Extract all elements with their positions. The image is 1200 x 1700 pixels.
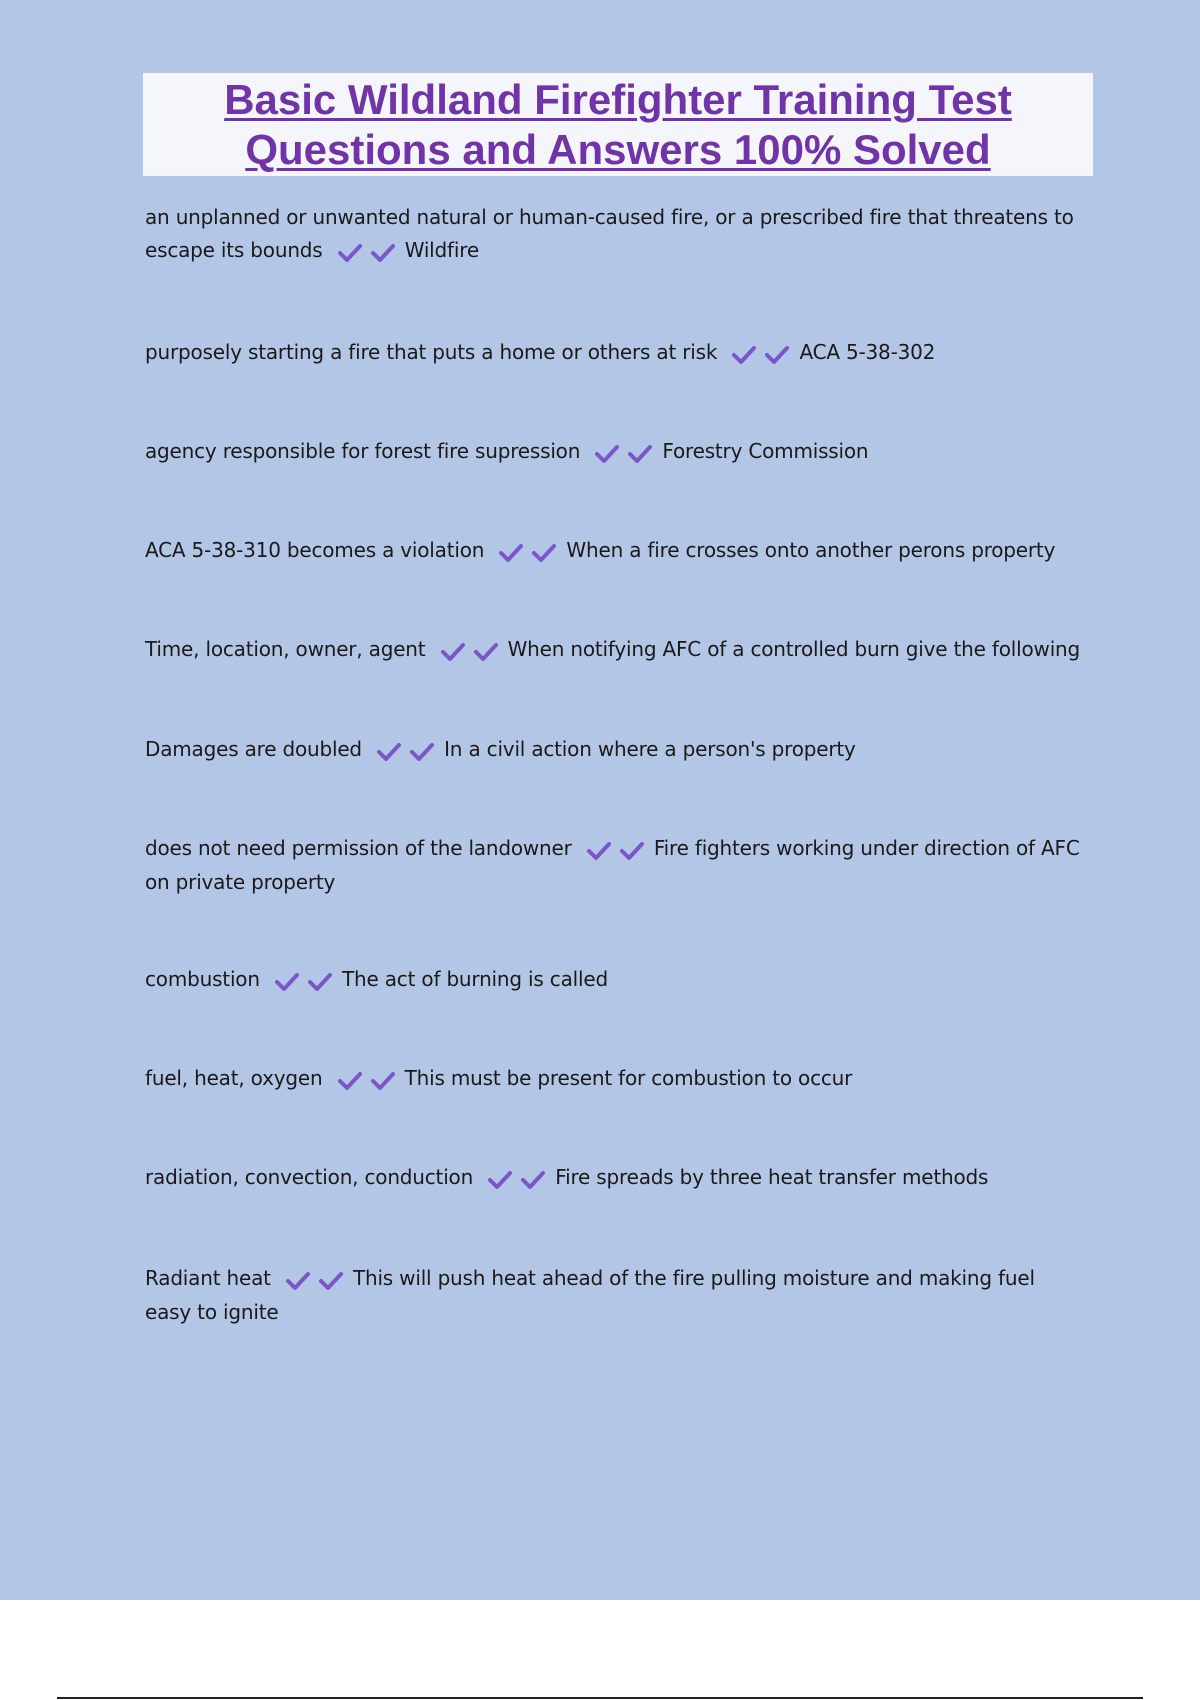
qa-item — [145, 435, 1085, 469]
qa-item — [145, 534, 1085, 568]
qa-item — [145, 1262, 1085, 1329]
double-checkmark-icon — [376, 734, 442, 767]
qa-item — [145, 963, 1085, 997]
checkmark-icon — [627, 444, 653, 464]
answer-text: When notifying AFC of a controlled burn give the following — [507, 637, 1081, 661]
answer-text: Fire fighters working under direction of AFC on private property — [145, 836, 1080, 894]
answer-text: ACA 5-38-302 — [799, 340, 936, 364]
checkmark-icon — [586, 841, 612, 861]
double-checkmark-icon — [498, 535, 564, 568]
checkmark-icon — [318, 1271, 344, 1291]
qa-item — [145, 1062, 1085, 1096]
double-checkmark-icon — [285, 1263, 351, 1296]
checkmark-icon — [487, 1170, 513, 1190]
title-box — [143, 73, 1093, 176]
checkmark-icon — [498, 543, 524, 563]
checkmark-icon — [594, 444, 620, 464]
document-title-line-2: Questions and Answers 100% Solved — [245, 125, 991, 173]
footer-divider — [57, 1697, 1143, 1699]
answer-text: The act of burning is called — [342, 967, 608, 991]
checkmark-icon — [520, 1170, 546, 1190]
double-checkmark-icon — [274, 964, 340, 997]
answer-text: In a civil action where a person's property — [444, 737, 856, 761]
checkmark-icon — [285, 1271, 311, 1291]
document-title-line-1: Basic Wildland Firefighter Training Test — [224, 75, 1012, 123]
question-text: an unplanned or unwanted natural or human-caused fire, or a prescribed fire that threatens to escape its bounds — [145, 205, 1074, 262]
double-checkmark-icon — [731, 337, 797, 370]
question-text: fuel, heat, oxygen — [145, 1066, 323, 1090]
qa-item — [145, 832, 1085, 899]
answer-text: Forestry Commission — [662, 439, 869, 463]
double-checkmark-icon — [594, 436, 660, 469]
checkmark-icon — [274, 972, 300, 992]
checkmark-icon — [376, 742, 402, 762]
checkmark-icon — [531, 543, 557, 563]
double-checkmark-icon — [440, 634, 506, 667]
checkmark-icon — [764, 345, 790, 365]
double-checkmark-icon — [487, 1162, 553, 1195]
double-checkmark-icon — [586, 833, 652, 866]
checkmark-icon — [409, 742, 435, 762]
question-text: combustion — [145, 967, 260, 991]
question-text: agency responsible for forest fire supression — [145, 439, 581, 463]
answer-text: Fire spreads by three heat transfer methods — [555, 1165, 989, 1189]
answer-text: This will push heat ahead of the fire pulling moisture and making fuel easy to ignite — [145, 1266, 1035, 1324]
answer-text: This must be present for combustion to occur — [404, 1066, 853, 1090]
double-checkmark-icon — [337, 1063, 403, 1096]
checkmark-icon — [731, 345, 757, 365]
question-text: purposely starting a fire that puts a home or others at risk — [145, 340, 718, 364]
qa-item — [145, 733, 1085, 767]
question-text: ACA 5-38-310 becomes a violation — [145, 538, 485, 562]
question-text: Radiant heat — [145, 1266, 271, 1290]
checkmark-icon — [307, 972, 333, 992]
checkmark-icon — [440, 642, 466, 662]
checkmark-icon — [370, 243, 396, 263]
checkmark-icon — [473, 642, 499, 662]
qa-item — [145, 633, 1085, 667]
qa-item — [145, 336, 1085, 370]
question-text: radiation, convection, conduction — [145, 1165, 474, 1189]
checkmark-icon — [337, 243, 363, 263]
question-text: Damages are doubled — [145, 737, 362, 761]
qa-item — [145, 1161, 1085, 1195]
question-text: Time, location, owner, agent — [145, 637, 426, 661]
checkmark-icon — [337, 1071, 363, 1091]
answer-text: When a fire crosses onto another perons property — [566, 538, 1056, 562]
answer-text: Wildfire — [404, 238, 479, 262]
checkmark-icon — [370, 1071, 396, 1091]
question-text: does not need permission of the landowner — [145, 836, 572, 860]
double-checkmark-icon — [337, 235, 403, 268]
qa-item — [145, 201, 1085, 268]
checkmark-icon — [619, 841, 645, 861]
